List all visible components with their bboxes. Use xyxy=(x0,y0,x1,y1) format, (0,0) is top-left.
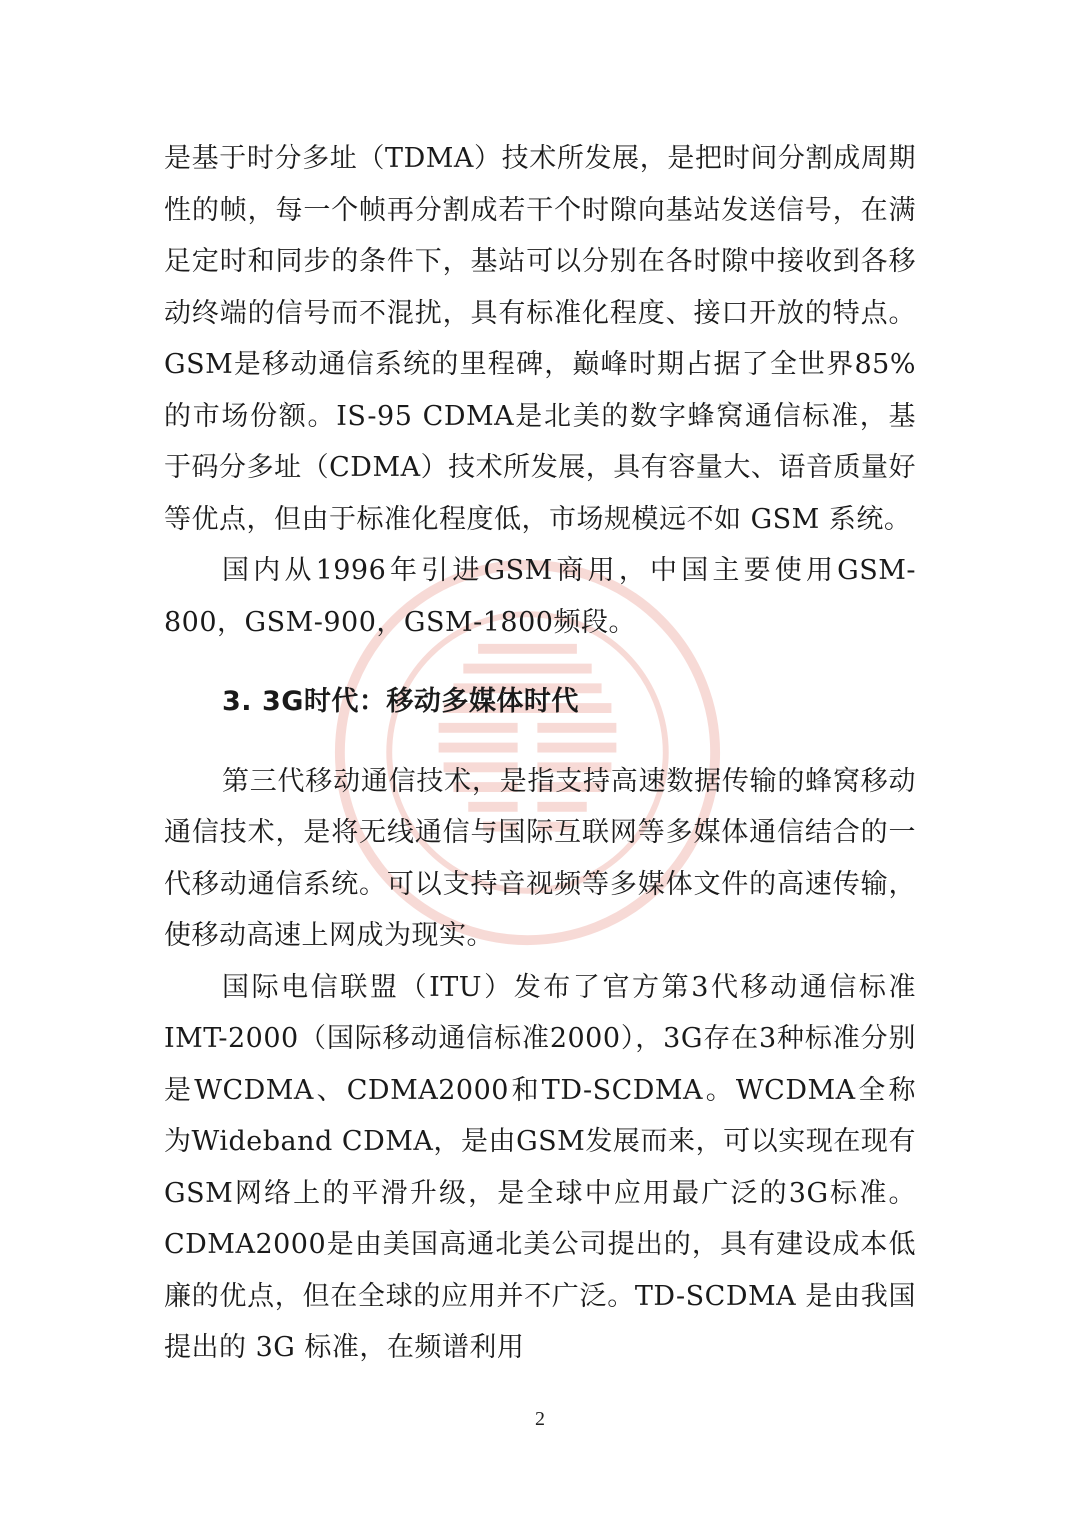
paragraph-gsm: 是基于时分多址（TDMA）技术所发展，是把时间分割成周期性的帧，每一个帧再分割成若干个时隙向基站发送信号，在满足定时和同步的条件下，基站可以分别在各时隙中接收到各移动终端的信号而不混扰，具有标准化程度、接口开放的特点。GSM是移动通信系统的里程碑，巅峰时期占据了全世界85%的市场份额。IS-95 CDMA是北美的数字蜂窝通信标准，基于码分多址（CDMA）技术所发展，具有容量大、语音质量好等优点，但由于标准化程度低，市场规模远不如 GSM 系统。 xyxy=(164,143,916,535)
paragraph-itu-standards: 国际电信联盟（ITU）发布了官方第3代移动通信标准IMT-2000（国际移动通信标准2000），3G存在3种标准分别是WCDMA、CDMA2000和TD-SCDMA。WCDMA全称为Wideband CDMA，是由GSM发展而来，可以实现在现有 GSM网络上的平滑升级，是全球中应用最广泛的3G标准。CDMA2000是由美国高通北美公司提出的，具有建设成本低廉的优点，但在全球的应用并不广泛。TD-SCDMA 是由我国提出的 3G 标准，在频谱利用 xyxy=(164,971,916,1363)
page-number: 2 xyxy=(535,1408,545,1430)
paragraph-3g-intro: 第三代移动通信技术，是指支持高速数据传输的蜂窝移动通信技术，是将无线通信与国际互联网等多媒体通信结合的一代移动通信系统。可以支持音视频等多媒体文件的高速传输，使移动高速上网成为现实。 xyxy=(164,765,916,951)
paragraph-china-gsm: 国内从1996年引进GSM商用，中国主要使用GSM-800，GSM-900，GSM-1800频段。 xyxy=(164,555,916,638)
document-body xyxy=(164,133,916,1374)
section-heading-3g: 3. 3G时代：移动多媒体时代 xyxy=(222,686,579,717)
